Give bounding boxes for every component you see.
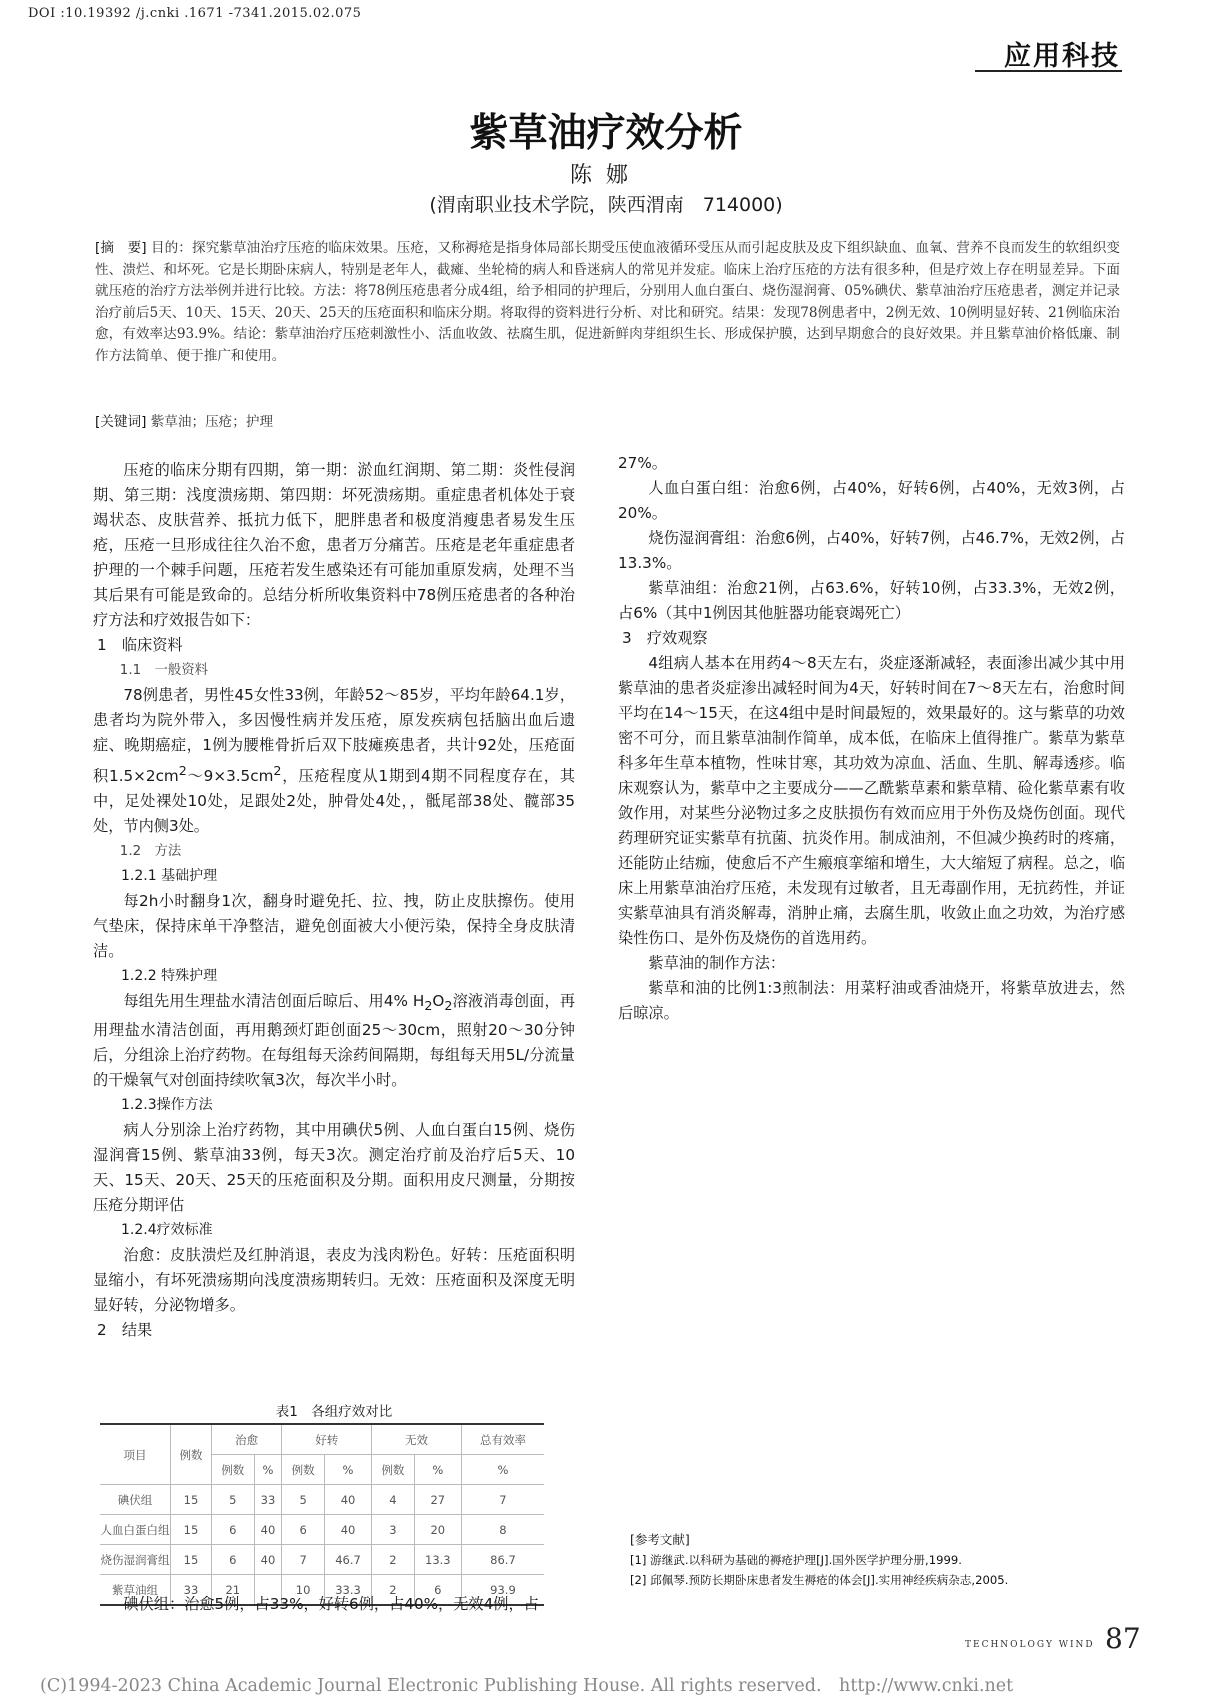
- author-affiliation: (渭南职业技术学院，陕西渭南 714000): [429, 194, 783, 216]
- table-cell: 6: [414, 1575, 461, 1606]
- table-cell: 33: [171, 1575, 212, 1606]
- table-subheader-cell: %: [414, 1455, 461, 1485]
- table-cell: 93.9: [461, 1575, 544, 1606]
- table-cell: 21: [212, 1575, 255, 1606]
- reference-item: [1] 游继武.以科研为基础的褥疮护理[J].国外医学护理分册,1999.: [630, 1553, 962, 1567]
- subsection-heading-1-2-4: 1.2.4疗效标准: [121, 1222, 213, 1239]
- table-header-cell: 例数: [171, 1424, 212, 1485]
- copyright-line: (C)1994-2023 China Academic Journal Electronic Publishing House. All rights reserved. http://www.cnki.net: [40, 1676, 1014, 1696]
- table-subheader-cell: %: [461, 1455, 544, 1485]
- table-cell: 27: [414, 1485, 461, 1515]
- keywords-text: 紫草油；压疮；护理: [150, 414, 274, 430]
- table-cell: 13.3: [414, 1545, 461, 1575]
- table-cell: 40: [254, 1545, 282, 1575]
- table-cell: 5: [212, 1485, 255, 1515]
- albumin-group-result: 人血白蛋白组：治愈6例，占40%，好转6例，占40%，无效3例，占20%。: [618, 479, 1125, 522]
- preparation-paragraph: 紫草和油的比例1:3煎制法：用菜籽油或香油烧开，将紫草放进去，然后晾凉。: [618, 979, 1125, 1022]
- table-cell: 15: [171, 1485, 212, 1515]
- criteria-paragraph: 治愈：皮肤溃烂及红肿消退，表皮为浅肉粉色。好转：压疮面积明显缩小，有坏死溃疡期向浅度溃疡期转归。无效：压疮面积及深度无明显好转，分泌物增多。: [93, 1246, 575, 1315]
- special-care-paragraph: 每组先用生理盐水清洁创面后晾后、用4% $H_2O_2$溶液消毒创面，再用理盐水清洁创面，再用鹅颈灯距创面25～30cm，照射20～30分钟后，分组涂上治疗药物。在每组每天涂药间隔期，每组每天用5L/分流量的干燥氧气对创面持续吹氧3次，每次半小时。: [93, 992, 576, 1090]
- table-cell: 2: [372, 1575, 415, 1606]
- table-header-cell: 项目: [100, 1424, 171, 1485]
- table-cell: 15: [171, 1515, 212, 1545]
- subsection-heading-1-2-1: 1.2.1 基础护理: [121, 868, 218, 885]
- table-cell: 7: [282, 1545, 325, 1575]
- keywords: [95, 410, 1120, 430]
- subsection-heading-1-2-3: 1.2.3操作方法: [121, 1097, 213, 1114]
- abstract-text: 目的：探究紫草油治疗压疮的临床效果。压疮，又称褥疮是指身体局部长期受压使血液循环受压从而引起皮肤及皮下组织缺血、血氧、营养不良而发生的软组织变性、溃烂、和坏死。它是长期卧床病人，特别是老年人，截瘫、坐轮椅的病人和昏迷病人的常见并发症。临床上治疗压疮的方法有很多种，但是疗效上存在明显差异。下面就压疮的治疗方法举例并进行比较。方法：将78例压疮患者分成4组，给予相同的护理后，分别用人血白蛋白、烧伤湿润膏、05%碘伏、紫草油治疗压疮患者，测定并记录治疗前后5天、10天、15天、20天、25天的压疮面积和临床分期。将取得的资料进行分析、对比和研究。结果：发现78例患者中，2例无效、10例明显好转、21例临床治愈，有效率达93.9%。结论：紫草油治疗压疮刺激性小、活血收敛、祛腐生肌，促进新鲜肉芽组织生长、形成保护膜，达到早期愈合的良好效果。并且紫草油价格低廉、制作方法简单、便于推广和使用。: [95, 240, 1121, 364]
- table-cell: 15: [171, 1545, 212, 1575]
- intro-paragraph: 压疮的临床分期有四期，第一期：淤血红润期、第二期：炎性侵润期、第三期：浅度溃疡期、第四期：坏死溃疡期。重症患者机体处于衰竭状态、皮肤营养、抵抗力低下，肥胖患者和极度消瘦患者易发生压疮，压疮一旦形成往往久治不愈，患者万分痛苦。压疮是老年重症患者护理的一个棘手问题，压疮若发生感染还有可能加重原发病，处理不当其后果有可能是致命的。总结分析所收集资料中78例压疮患者的各种治疗方法和疗效报告如下：: [93, 461, 575, 629]
- general-data-paragraph: 78例患者，男性45女性33例，年龄52～85岁，平均年龄64.1岁，患者均为院外带入，多因慢性病并发压疮，原发疾病包括脑出血后遗症、晚期癌症，1例为腰椎骨折后双下肢瘫痪患者，共计92处，压疮面积$1.5\times 2cm^2\sim 9\times 3.5cm^2$，压疮程度从1期到4期不同程度存在，其中，足处裸处10处，足跟处2处，肿骨处4处，，骶尾部38处、髋部35处，节内侧3处。: [93, 686, 576, 836]
- table-header-cell: 治愈: [212, 1424, 282, 1455]
- table-cell: 20: [414, 1515, 461, 1545]
- table-row: [100, 1485, 544, 1515]
- table-cell: 46.7: [324, 1545, 371, 1575]
- table-cell: 5: [282, 1485, 325, 1515]
- table-cell: 7: [461, 1485, 544, 1515]
- table-header-cell: 好转: [282, 1424, 372, 1455]
- table-cell: 6: [212, 1545, 255, 1575]
- subsection-heading-1-1: 1.1 一般资料: [119, 663, 209, 678]
- table-cell: 40: [324, 1515, 371, 1545]
- table-subheader-cell: 例数: [212, 1455, 255, 1485]
- table-cell: 6: [282, 1515, 325, 1545]
- subsection-heading-1-2-2: 1.2.2 特殊护理: [121, 968, 218, 985]
- table-caption: 表1 各组疗效对比: [275, 1404, 393, 1420]
- table-cell: 3: [372, 1515, 415, 1545]
- observation-paragraph: 4组病人基本在用药4～8天左右，炎症逐渐减轻，表面渗出减少其中用紫草油的患者炎症渗出减轻时间为4天，好转时间在7～8天左右，治愈时间平均在14～15天，在这4组中是时间最短的，效果最好的。这与紫草的功效密不可分，而且紫草油制作简单，成本低，在临床上值得推广。紫草为紫草科多年生草本植物，性味甘寒，其功效为凉血、活血、生肌、解毒透疹。临床观察认为，紫草中之主要成分——乙酰紫草素和紫草精、硷化紫草素有收敛作用，对某些分泌物过多之皮肤损伤有效而应用于外伤及烧伤创面。现代药理研究证实紫草有抗菌、抗炎作用。制成油剂，不但减少换药时的疼痛，还能防止结痂，使愈后不产生瘢痕挛缩和增生，大大缩短了病程。总之，临床上用紫草油治疗压疮，未发现有过敏者，且无毒副作用，无抗药性，并证实紫草油具有消炎解毒，消肿止痛，去腐生肌，收敛止血之功效，为治疗感染性伤口、是外伤及烧伤的首选用药。: [618, 654, 1125, 947]
- author-name: 陈娜: [569, 163, 642, 188]
- section-heading-3: 3 疗效观察: [622, 629, 708, 647]
- section-heading-1: 1 临床资料: [97, 636, 183, 654]
- continued-text: 27%。: [618, 454, 667, 472]
- doi-line: DOI :10.19392 /j.cnki .1671 -7341.2015.02.075: [28, 6, 362, 21]
- iodophor-group-result: 碘伏组：治愈5例，占33%，好转6例，占40%，无效4例，占: [123, 1595, 539, 1613]
- basic-care-paragraph: 每2h小时翻身1次，翻身时避免托、拉、拽，防止皮肤擦伤。使用气垫床，保持床单干净整洁，避免创面被大小便污染，保持全身皮肤清洁。: [93, 892, 575, 961]
- journal-name: TECHNOLOGY WIND: [965, 1640, 1095, 1650]
- procedure-paragraph: 病人分别涂上治疗药物，其中用碘伏5例、人血白蛋白15例、烧伤湿润膏15例、紫草油33例，每天3次。测定治疗前及治疗后5天、10天、15天、20天、25天的压疮面积及分期。面积用皮尺测量，分期按压疮分期评估: [93, 1121, 575, 1215]
- table-cell: 碘伏组: [100, 1485, 171, 1515]
- table-cell: 4: [372, 1485, 415, 1515]
- subsection-heading-1-2: 1.2 方法: [119, 844, 182, 860]
- table-cell: 紫草油组: [100, 1575, 171, 1606]
- results-table: [100, 1423, 544, 1606]
- table-cell: 33.3: [324, 1575, 371, 1606]
- page-number: 87: [1105, 1622, 1141, 1655]
- section-heading-2: 2 结果: [97, 1321, 153, 1340]
- table-cell: 86.7: [461, 1545, 544, 1575]
- burn-ointment-group-result: 烧伤湿润膏组：治愈6例，占40%，好转7例，占46.7%，无效2例，占13.3%。: [618, 529, 1125, 572]
- references: [630, 1530, 1130, 1590]
- table-subheader-cell: 例数: [372, 1455, 415, 1485]
- preparation-heading: 紫草油的制作方法：: [648, 954, 786, 972]
- table-cell: 2: [372, 1545, 415, 1575]
- abstract-label: [摘 要]: [95, 240, 147, 256]
- left-column: [93, 458, 575, 1343]
- article-title: 紫草油疗效分析: [469, 111, 743, 156]
- table-cell: 40: [254, 1515, 282, 1545]
- references-heading: [参考文献]: [630, 1532, 690, 1547]
- table-cell: 人血白蛋白组: [100, 1515, 171, 1545]
- table-cell: 烧伤湿润膏组: [100, 1545, 171, 1575]
- table-row: [100, 1545, 544, 1575]
- table-cell: 33: [254, 1485, 282, 1515]
- table-subheader-cell: 例数: [282, 1455, 325, 1485]
- section-rule: [975, 70, 1122, 72]
- table-cell: 6: [212, 1515, 255, 1545]
- right-column: [618, 451, 1125, 1026]
- table-note: [93, 1592, 575, 1617]
- reference-item: [2] 邱佩琴.预防长期卧床患者发生褥疮的体会[J].实用神经疾病杂志,2005.: [630, 1573, 1009, 1587]
- table-row: [100, 1515, 544, 1545]
- table-header-row: [100, 1424, 544, 1455]
- table-subheader-cell: %: [324, 1455, 371, 1485]
- table-cell: 40: [324, 1485, 371, 1515]
- comfrey-oil-group-result: 紫草油组：治愈21例，占63.6%，好转10例，占33.3%，无效2例，占6%（其中1例因其他脏器功能衰竭死亡）: [618, 579, 1125, 622]
- table-header-cell: 无效: [372, 1424, 462, 1455]
- table-subheader-cell: %: [254, 1455, 282, 1485]
- table-cell: 10: [282, 1575, 325, 1606]
- table-header-cell: 总有效率: [461, 1424, 544, 1455]
- keywords-label: [关键词]: [95, 414, 147, 430]
- section-label: 应用科技: [1004, 41, 1120, 72]
- table-cell: 8: [461, 1515, 544, 1545]
- abstract: [95, 238, 1120, 367]
